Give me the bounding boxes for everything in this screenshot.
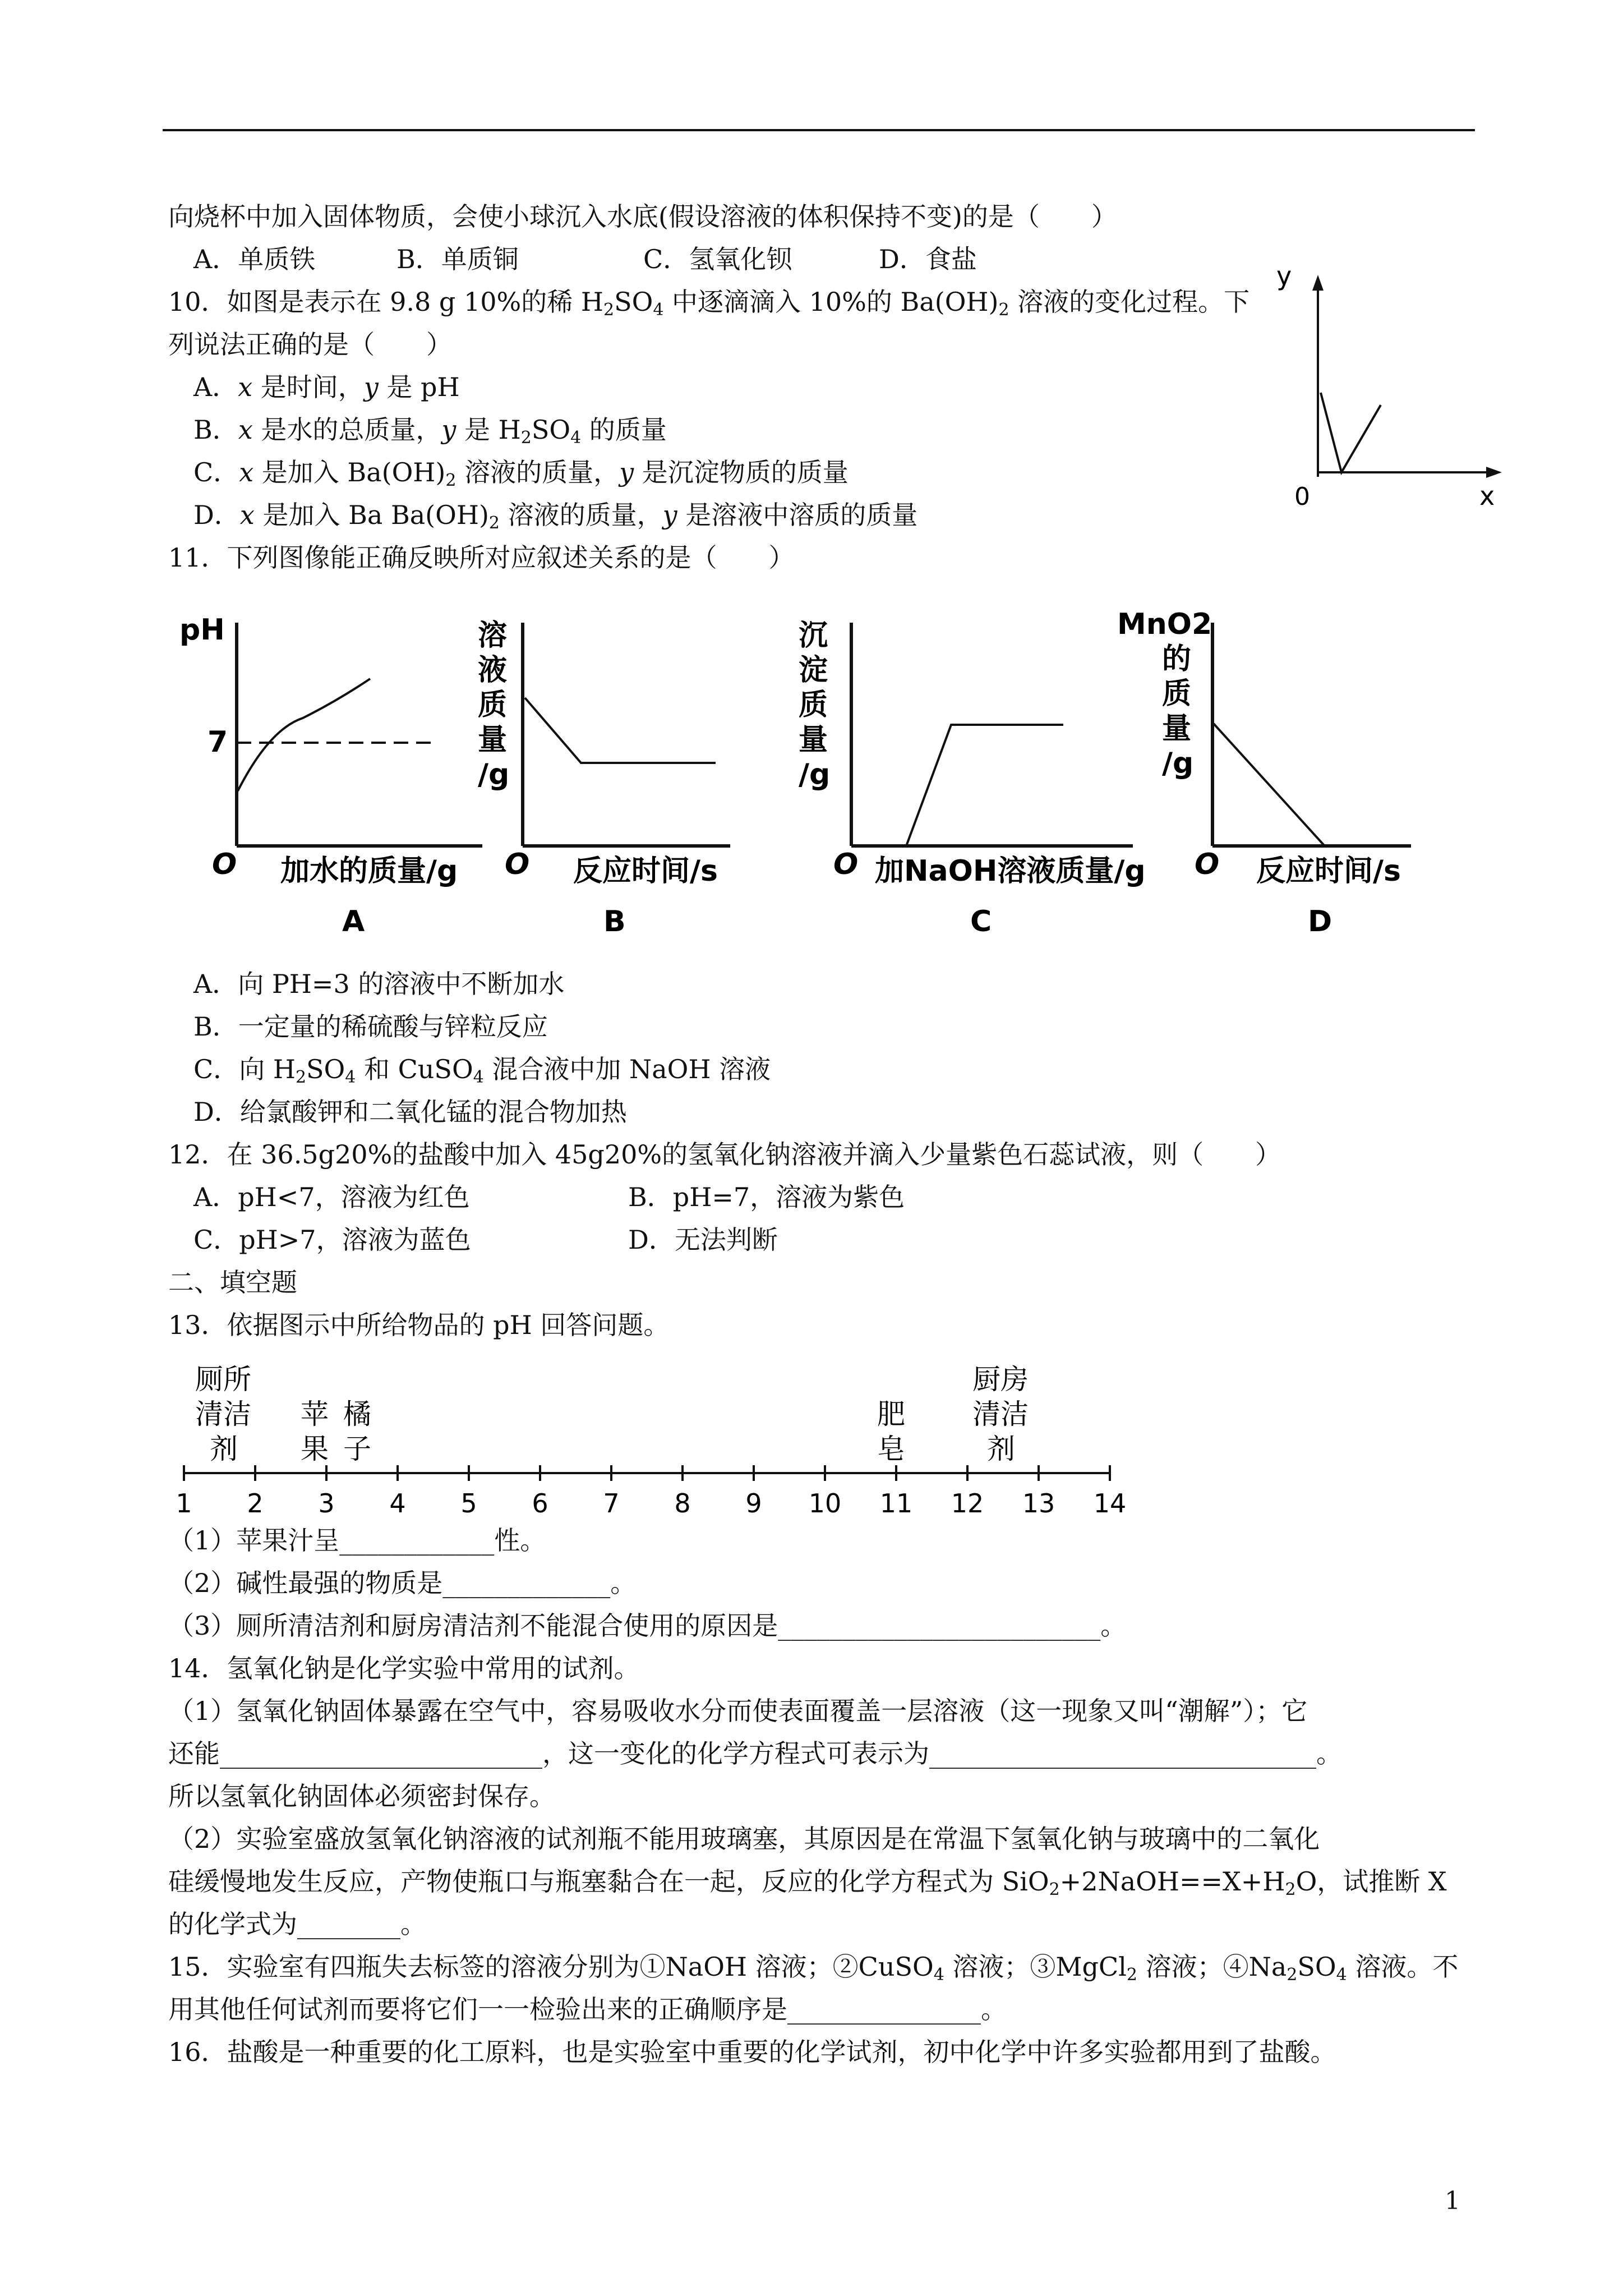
ph-label-apple-1: 苹	[301, 1398, 329, 1430]
graph-c-curve	[851, 725, 1063, 846]
ph-number-12: 12	[951, 1488, 984, 1519]
q9-options	[193, 242, 977, 276]
graph-b-x-label: 反应时间/s	[573, 854, 718, 888]
graph-d-origin: O	[1195, 848, 1220, 881]
q9-option-b: B．单质铜	[396, 244, 519, 274]
q14-p1-line2: 还能_________________________，这一变化的化学方程式可表示为______________________________。	[168, 1738, 1342, 1769]
ph-number-4: 4	[389, 1488, 406, 1519]
graph-d-curve	[1214, 724, 1325, 846]
graph-a-y-label: pH	[179, 613, 225, 647]
q10-option-a: A．x 是时间，y 是 pH	[193, 372, 460, 402]
ph-number-9: 9	[745, 1488, 762, 1519]
ph-number-3: 3	[318, 1488, 335, 1519]
q10-y-arrow	[1312, 275, 1324, 291]
ph-number-6: 6	[532, 1488, 548, 1519]
q14-p2-line1: （2）实验室盛放氢氧化钠溶液的试剂瓶不能用玻璃塞，其原因是在常温下氢氧化钠与玻璃中的二氧化	[168, 1824, 1320, 1854]
graph-c-y-label-2: 淀	[799, 654, 828, 687]
ph-number-2: 2	[247, 1488, 264, 1519]
q13-blank-1[interactable]: ____________	[339, 1525, 495, 1556]
graph-b-y-label-1: 溶	[478, 619, 508, 652]
q9-option-a: A．单质铁	[193, 244, 316, 274]
graph-b-y-label-3: 质	[478, 688, 508, 722]
ph-label-kitchen-3: 剂	[987, 1433, 1015, 1465]
q14-p1-line3: 所以氢氧化钠固体必须密封保存。	[168, 1781, 555, 1811]
q10-curve	[1321, 393, 1381, 472]
q14-blank-3[interactable]: ________	[297, 1909, 400, 1939]
q10-x-label: x	[1479, 481, 1495, 511]
q14-p2-line2: 硅缓慢地发生反应，产物使瓶口与瓶塞黏合在一起，反应的化学方程式为 $SiO_2+2NaOH==X+H_2O$，试推断 X	[168, 1866, 1447, 1899]
ph-number-5: 5	[460, 1488, 477, 1519]
q13-stem: 13．依据图示中所给物品的 pH 回答问题。	[168, 1310, 670, 1340]
page-number: 1	[1445, 2187, 1460, 2215]
q12-option-a: A．pH<7，溶液为红色	[193, 1182, 470, 1212]
q12-option-c: C．pH>7，溶液为蓝色	[193, 1225, 471, 1255]
graph-b-y-label-5: /g	[478, 758, 510, 792]
ph-label-toilet-1: 厕所	[195, 1363, 251, 1396]
ph-number-1: 1	[176, 1488, 192, 1519]
graph-b-y-label-4: 量	[478, 723, 508, 757]
q9-option-c: C．氢氧化钡	[643, 244, 792, 274]
graph-b-y-label-2: 液	[478, 654, 508, 687]
graph-c-origin: O	[833, 848, 859, 881]
q10-origin: 0	[1294, 482, 1310, 511]
graph-d-letter: D	[1308, 905, 1332, 938]
q14-stem: 14．氢氧化钠是化学实验中常用的试剂。	[168, 1653, 640, 1683]
ph-label-soap-2: 皂	[877, 1433, 905, 1465]
q14-p2-line3: 的化学式为________。	[168, 1909, 426, 1939]
ph-number-11: 11	[879, 1488, 913, 1519]
q14-blank-2[interactable]: ______________________________	[929, 1738, 1316, 1769]
ph-label-kitchen-2: 清洁	[972, 1398, 1029, 1430]
ph-label-orange-2: 子	[343, 1433, 371, 1465]
graph-a-curve	[238, 679, 370, 791]
graph-c-x-label: 加NaOH溶液质量/g	[875, 854, 1146, 888]
ph-label-orange-1: 橘	[343, 1398, 371, 1430]
q16-line1: 16．盐酸是一种重要的化工原料，也是实验室中重要的化学试剂，初中化学中许多实验都用到了盐酸。	[168, 2037, 1336, 2067]
graph-d-y-label-3: 量	[1162, 712, 1192, 746]
q10-stem-line1: 10．如图是表示在 9.8 g 10%的稀 $H_2SO_4$ 中逐滴滴入 10%的 $Ba(OH)_2$ 溶液的变化过程。下	[168, 287, 1250, 320]
q11-stem: 11．下列图像能正确反映所对应叙述关系的是（ ）	[168, 542, 795, 573]
graph-a	[179, 613, 482, 938]
q11-option-c: C．向 $H_2SO_4$ 和 CuSO$_4$ 混合液中加 NaOH 溶液	[193, 1054, 771, 1087]
graph-c	[799, 619, 1146, 938]
graph-c-letter: C	[970, 905, 992, 938]
ph-number-14: 14	[1093, 1488, 1127, 1519]
q10-graph	[1256, 258, 1514, 516]
ph-number-7: 7	[603, 1488, 620, 1519]
graph-c-y-label-5: /g	[799, 758, 831, 792]
q10-option-d: D．x 是加入 Ba $Ba(OH)_2$ 溶液的质量，y 是溶液中溶质的质量	[193, 500, 918, 533]
q13-sub1: （1）苹果汁呈____________性。	[168, 1525, 546, 1556]
ph-label-soap-1: 肥	[877, 1398, 905, 1430]
graph-d-y-label-1: 的	[1162, 642, 1192, 676]
q15-blank[interactable]: _______________	[787, 1994, 981, 2024]
q13-blank-2[interactable]: _____________	[442, 1568, 611, 1598]
ph-label-toilet-3: 剂	[210, 1433, 238, 1465]
graph-d-x-label: 反应时间/s	[1256, 854, 1401, 888]
ph-number-8: 8	[674, 1488, 691, 1519]
graph-d-y-label-top: MnO2	[1117, 608, 1212, 641]
q11-option-b: B．一定量的稀硫酸与锌粒反应	[193, 1011, 548, 1042]
q10-y-label: y	[1276, 261, 1292, 291]
graph-c-y-label-3: 质	[799, 688, 828, 722]
q11-graphs	[168, 606, 1492, 942]
q10-stem-line2: 列说法正确的是（ ）	[168, 329, 452, 360]
ph-scale	[168, 1358, 1166, 1526]
q14-blank-1[interactable]: _________________________	[220, 1738, 542, 1769]
q9-option-d: D．食盐	[879, 244, 977, 274]
q9-continuation: 向烧杯中加入固体物质，会使小球沉入水底(假设溶液的体积保持不变)的是（ ）	[168, 201, 1117, 232]
q12-stem: 12．在 36.5g20%的盐酸中加入 45g20%的氢氧化钠溶液并滴入少量紫色石蕊试液，则（ ）	[168, 1139, 1281, 1170]
graph-b-origin: O	[505, 848, 530, 881]
q11-option-d: D．给氯酸钾和二氧化锰的混合物加热	[193, 1097, 627, 1127]
graph-b-letter: B	[603, 905, 626, 938]
q13-blank-3[interactable]: _________________________	[778, 1611, 1101, 1641]
section-title-fill-in: 二、填空题	[168, 1267, 297, 1297]
graph-a-letter: A	[342, 905, 365, 938]
q12-option-d: D．无法判断	[628, 1225, 778, 1255]
graph-d-y-label-2: 质	[1162, 677, 1192, 711]
graph-a-x-label: 加水的质量/g	[280, 854, 458, 888]
graph-a-origin: O	[212, 848, 237, 881]
ph-label-kitchen-1: 厨房	[972, 1363, 1029, 1396]
q15-line2: 用其他任何试剂而要将它们一一检验出来的正确顺序是_______________。	[168, 1994, 1007, 2024]
ph-label-apple-2: 果	[301, 1433, 329, 1465]
graph-b-curve	[525, 698, 716, 763]
ph-number-10: 10	[808, 1488, 842, 1519]
graph-d	[1117, 608, 1411, 938]
q12-option-b: B．pH=7，溶液为紫色	[628, 1182, 905, 1212]
ph-number-13: 13	[1022, 1488, 1055, 1519]
graph-c-y-label-4: 量	[799, 723, 828, 757]
q10-option-b: B．x 是水的总质量，y 是 $H_2SO_4$ 的质量	[193, 415, 667, 448]
q13-sub2: （2）碱性最强的物质是_____________。	[168, 1568, 637, 1598]
q11-option-a: A．向 PH=3 的溶液中不断加水	[193, 969, 565, 999]
graph-d-y-label-4: /g	[1162, 747, 1194, 780]
header-rule	[163, 129, 1475, 131]
q13-sub3: （3）厕所清洁剂和厨房清洁剂不能混合使用的原因是_________________________。	[168, 1611, 1127, 1641]
graph-c-y-label-1: 沉	[799, 619, 828, 652]
q14-p1-line1: （1）氢氧化钠固体暴露在空气中，容易吸收水分而使表面覆盖一层溶液（这一现象又叫“潮解”）；它	[168, 1696, 1308, 1726]
q10-option-c: C．x 是加入 $Ba(OH)_2$ 溶液的质量，y 是沉淀物质的质量	[193, 457, 849, 490]
q15-line1: 15．实验室有四瓶失去标签的溶液分别为①NaOH 溶液；②CuSO$_4$ 溶液；③MgCl$_2$ 溶液；$④Na_2SO_4$ 溶液。不	[168, 1952, 1459, 1985]
graph-a-tick-7: 7	[208, 725, 228, 759]
q10-x-arrow	[1486, 467, 1502, 478]
ph-label-toilet-2: 清洁	[195, 1398, 251, 1430]
graph-b	[478, 619, 730, 938]
